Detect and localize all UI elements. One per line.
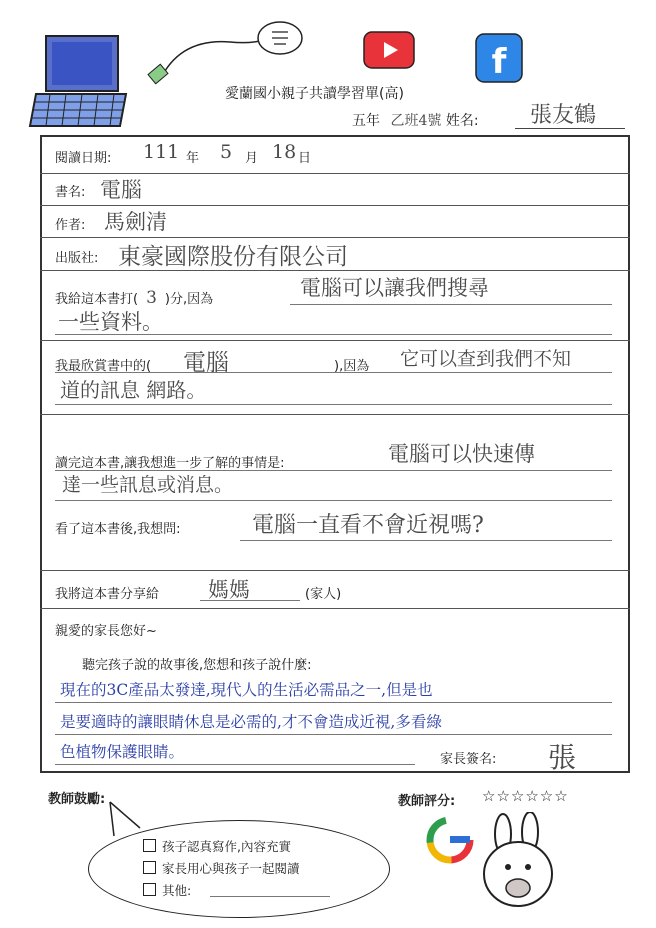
date-year-unit: 年 [186,151,200,166]
answer-line [55,734,612,735]
book-label: 書名: [55,185,86,200]
favorite-item: 電腦 [183,350,229,376]
share-suffix: (家人) [305,587,342,602]
parent-response-line2: 是要適時的讓眼睛休息是必需的,才不會造成近視,多看綠 [60,713,442,731]
book-value: 電腦 [100,178,142,202]
favorite-label-pre: 我最欣賞書中的( [55,359,152,374]
signature-label: 家長簽名: [440,752,497,767]
parent-response-line1: 現在的3C產品太發達,現代人的生活必需品之一,但是也 [60,681,433,699]
answer-line [55,404,612,405]
rating-reason-line1: 電腦可以讓我們搜尋 [300,276,489,300]
answer-line [55,764,415,765]
mouse-cable-drawing [140,18,310,88]
question-value: 電腦一直看不會近視嗎? [252,513,484,538]
checklist-label: 孩子認真寫作,內容充實 [162,839,291,854]
answer-line [290,304,612,305]
rating-label-post: )分,因為 [164,292,214,307]
date-year: 111 [143,141,180,163]
learned-label: 讀完這本書,讓我想進一步了解的事情是: [55,456,285,471]
parent-prompt: 聽完孩子說的故事後,您想和孩子說什麼: [82,658,312,673]
class-value: 乙班4號 [390,113,442,129]
answer-line [55,334,612,335]
author-label: 作者: [55,218,86,233]
date-label: 閱讀日期: [55,151,112,166]
row-divider [40,340,630,341]
favorite-reason-line1: 它可以查到我們不知 [400,348,572,370]
teacher-encourage-label: 教師鼓勵: [48,792,106,807]
row-divider [40,570,630,571]
rabbit-sticker [478,812,558,912]
worksheet-title: 愛蘭國小親子共讀學習單(高) [225,86,404,102]
favorite-label-post: ),因為 [334,359,370,374]
checklist-label: 其他: [162,883,192,898]
answer-line [55,702,612,703]
checklist-item[interactable] [143,881,191,899]
date-day-unit: 日 [298,151,312,166]
name-label: 姓名: [445,113,479,129]
rating-reason-line2: 一些資料。 [58,310,163,334]
date-month-unit: 月 [245,151,259,166]
rating-label-pre: 我給這本書打( [55,292,139,307]
svg-text:f: f [491,42,507,82]
answer-line [55,500,612,501]
checklist-item[interactable] [143,837,291,855]
row-divider [40,608,630,609]
parent-greeting: 親愛的家長您好~ [55,624,157,639]
google-logo-sticker [425,815,475,865]
name-underline [515,128,625,129]
date-month: 5 [220,141,233,163]
row-divider [40,414,630,415]
signature-value: 張 [548,741,577,774]
share-label: 我將這本書分享給 [55,587,160,602]
favorite-reason-line2: 道的訊息 網路。 [60,378,207,402]
question-label: 看了這本書後,我想問: [55,522,181,537]
rating-label [55,288,213,308]
rating-score: 3 [146,288,157,308]
teacher-score-label: 教師評分: [398,794,456,809]
answer-line [200,600,300,601]
facebook-logo-drawing [474,32,524,84]
teacher-score-stars: ☆☆☆☆☆☆ [482,787,569,805]
youtube-logo-drawing [362,30,416,70]
checklist-item[interactable] [143,859,300,877]
parent-response-line3: 色植物保護眼睛。 [60,743,185,761]
class-prefix: 五年 [352,113,380,129]
class-line [352,110,479,130]
student-name: 張友鶴 [530,103,597,128]
publisher-value: 東豪國際股份有限公司 [118,244,348,270]
checkbox[interactable] [143,861,156,874]
learned-line2: 達一些訊息或消息。 [62,474,234,496]
learned-line1: 電腦可以快速傳 [388,442,535,466]
answer-line [240,540,612,541]
publisher-label: 出版社: [55,251,99,266]
other-line [210,896,330,897]
date-day: 18 [272,141,297,163]
checklist-label: 家長用心與孩子一起閱讀 [162,861,300,876]
share-value: 媽媽 [208,578,250,602]
checkbox[interactable] [143,839,156,852]
checkbox[interactable] [143,883,156,896]
answer-line [55,372,612,373]
laptop-drawing [28,30,138,130]
author-value: 馬劍清 [104,210,167,234]
